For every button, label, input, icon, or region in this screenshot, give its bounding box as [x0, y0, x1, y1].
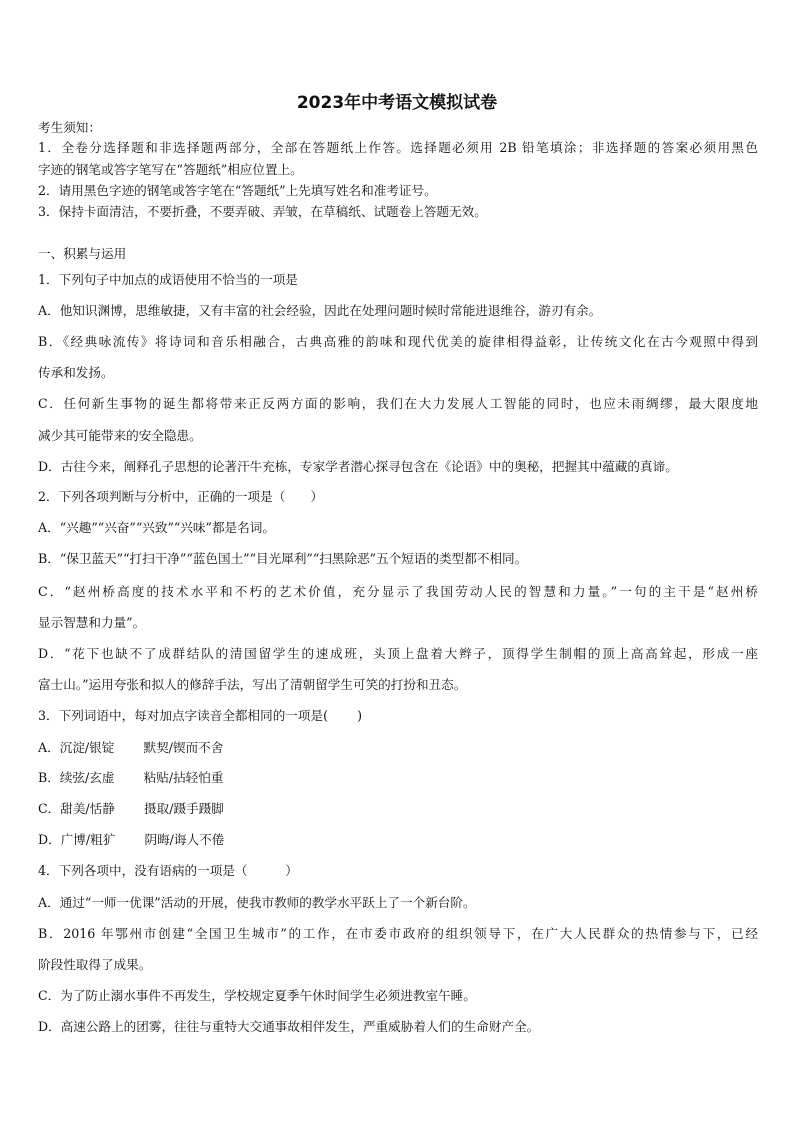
option-b-continued: 传承和发扬。: [38, 365, 114, 380]
notice-line: 2．请用黑色字迹的钢笔或答字笔在“答题纸”上先填写姓名和准考证号。: [38, 183, 437, 198]
notice-heading: 考生须知：: [38, 120, 101, 135]
page-title: 2023年中考语文模拟试卷: [296, 93, 498, 113]
question-stem: 2．下列各项判断与分析中，正确的一项是（ ）: [38, 489, 324, 504]
option-a: A．他知识渊博，思维敏捷，又有丰富的社会经验，因此在处理问题时候时常能进退维谷，游刃有余。: [38, 303, 602, 318]
notice-line: 1．全卷分选择题和非选择题两部分，全部在答题纸上作答。选择题必须用 2B 铅笔填涂；非选择题的答案必须用黑色: [38, 140, 758, 155]
option-c: C．甜美/恬静 摄取/蹑手蹑脚: [38, 801, 224, 816]
option-c: C．任何新生事物的诞生都将带来正反两方面的影响，我们在大力发展人工智能的同时，也应未雨绸缪，最大限度地: [38, 396, 758, 411]
option-b-continued: 阶段性取得了成果。: [38, 957, 152, 972]
option-d-continued: 富士山。”运用夸张和拟人的修辞手法，写出了清朝留学生可笑的打扮和丑态。: [38, 677, 467, 692]
option-b: B．续弦/玄虚 粘贴/拈轻怕重: [38, 770, 224, 785]
option-a: A．沉淀/银锭 默契/锲而不舍: [38, 740, 224, 755]
option-b: B．“保卫蓝天”“打扫干净”“蓝色国土”“目光犀利”“扫黑除恶”五个短语的类型都不相同。: [38, 551, 528, 566]
notice-line: 字迹的钢笔或答字笔写在“答题纸”相应位置上。: [38, 162, 303, 177]
option-a: A．“兴趣”“兴奋”“兴致”“兴味”都是名词。: [38, 520, 275, 535]
option-b: B．2016 年鄂州市创建“全国卫生城市”的工作，在市委市政府的组织领导下，在广大人民群众的热情参与下，已经: [38, 926, 758, 941]
option-c-continued: 减少其可能带来的安全隐患。: [38, 428, 202, 443]
notice-line: 3．保持卡面清洁，不要折叠，不要弄破、弄皱，在草稿纸、试题卷上答题无效。: [38, 204, 487, 219]
option-d: D．广博/粗犷 阴晦/诲人不倦: [38, 832, 225, 847]
option-b: B．《经典咏流传》将诗词和音乐相融合，古典高雅的韵味和现代优美的旋律相得益彰，让传统文化在古今观照中得到: [38, 334, 758, 349]
option-c: C．为了防止溺水事件不再发生，学校规定夏季午休时间学生必须进教室午睡。: [38, 988, 476, 1003]
question-stem: 3．下列词语中，每对加点字读音全都相同的一项是( ): [38, 708, 363, 723]
question-stem: 1．下列句子中加点的成语使用不恰当的一项是: [38, 272, 298, 287]
option-d: D．古往今来，阐释孔子思想的论著汗牛充栋，专家学者潜心探寻包含在《论语》中的奥秘，把握其中蕴藏的真谛。: [38, 459, 678, 474]
option-a: A．通过“一师一优课”活动的开展，使我市教师的教学水平跃上了一个新台阶。: [38, 895, 476, 910]
option-d: D．高速公路上的团雾，往往与重特大交通事故相伴发生，严重威胁着人们的生命财产全。: [38, 1019, 540, 1034]
option-c: C．“赵州桥高度的技术水平和不朽的艺术价值，充分显示了我国劳动人民的智慧和力量。”一句的主干是“赵州桥: [38, 584, 758, 599]
section-heading: 一、积累与运用: [38, 246, 127, 261]
option-c-continued: 显示智慧和力量”。: [38, 615, 146, 630]
option-d: D．“花下也缺不了成群结队的清国留学生的速成班，头顶上盘着大辫子，顶得学生制帽的顶上高高耸起，形成一座: [38, 646, 758, 661]
question-stem: 4．下列各项中，没有语病的一项是（ ）: [38, 863, 298, 878]
